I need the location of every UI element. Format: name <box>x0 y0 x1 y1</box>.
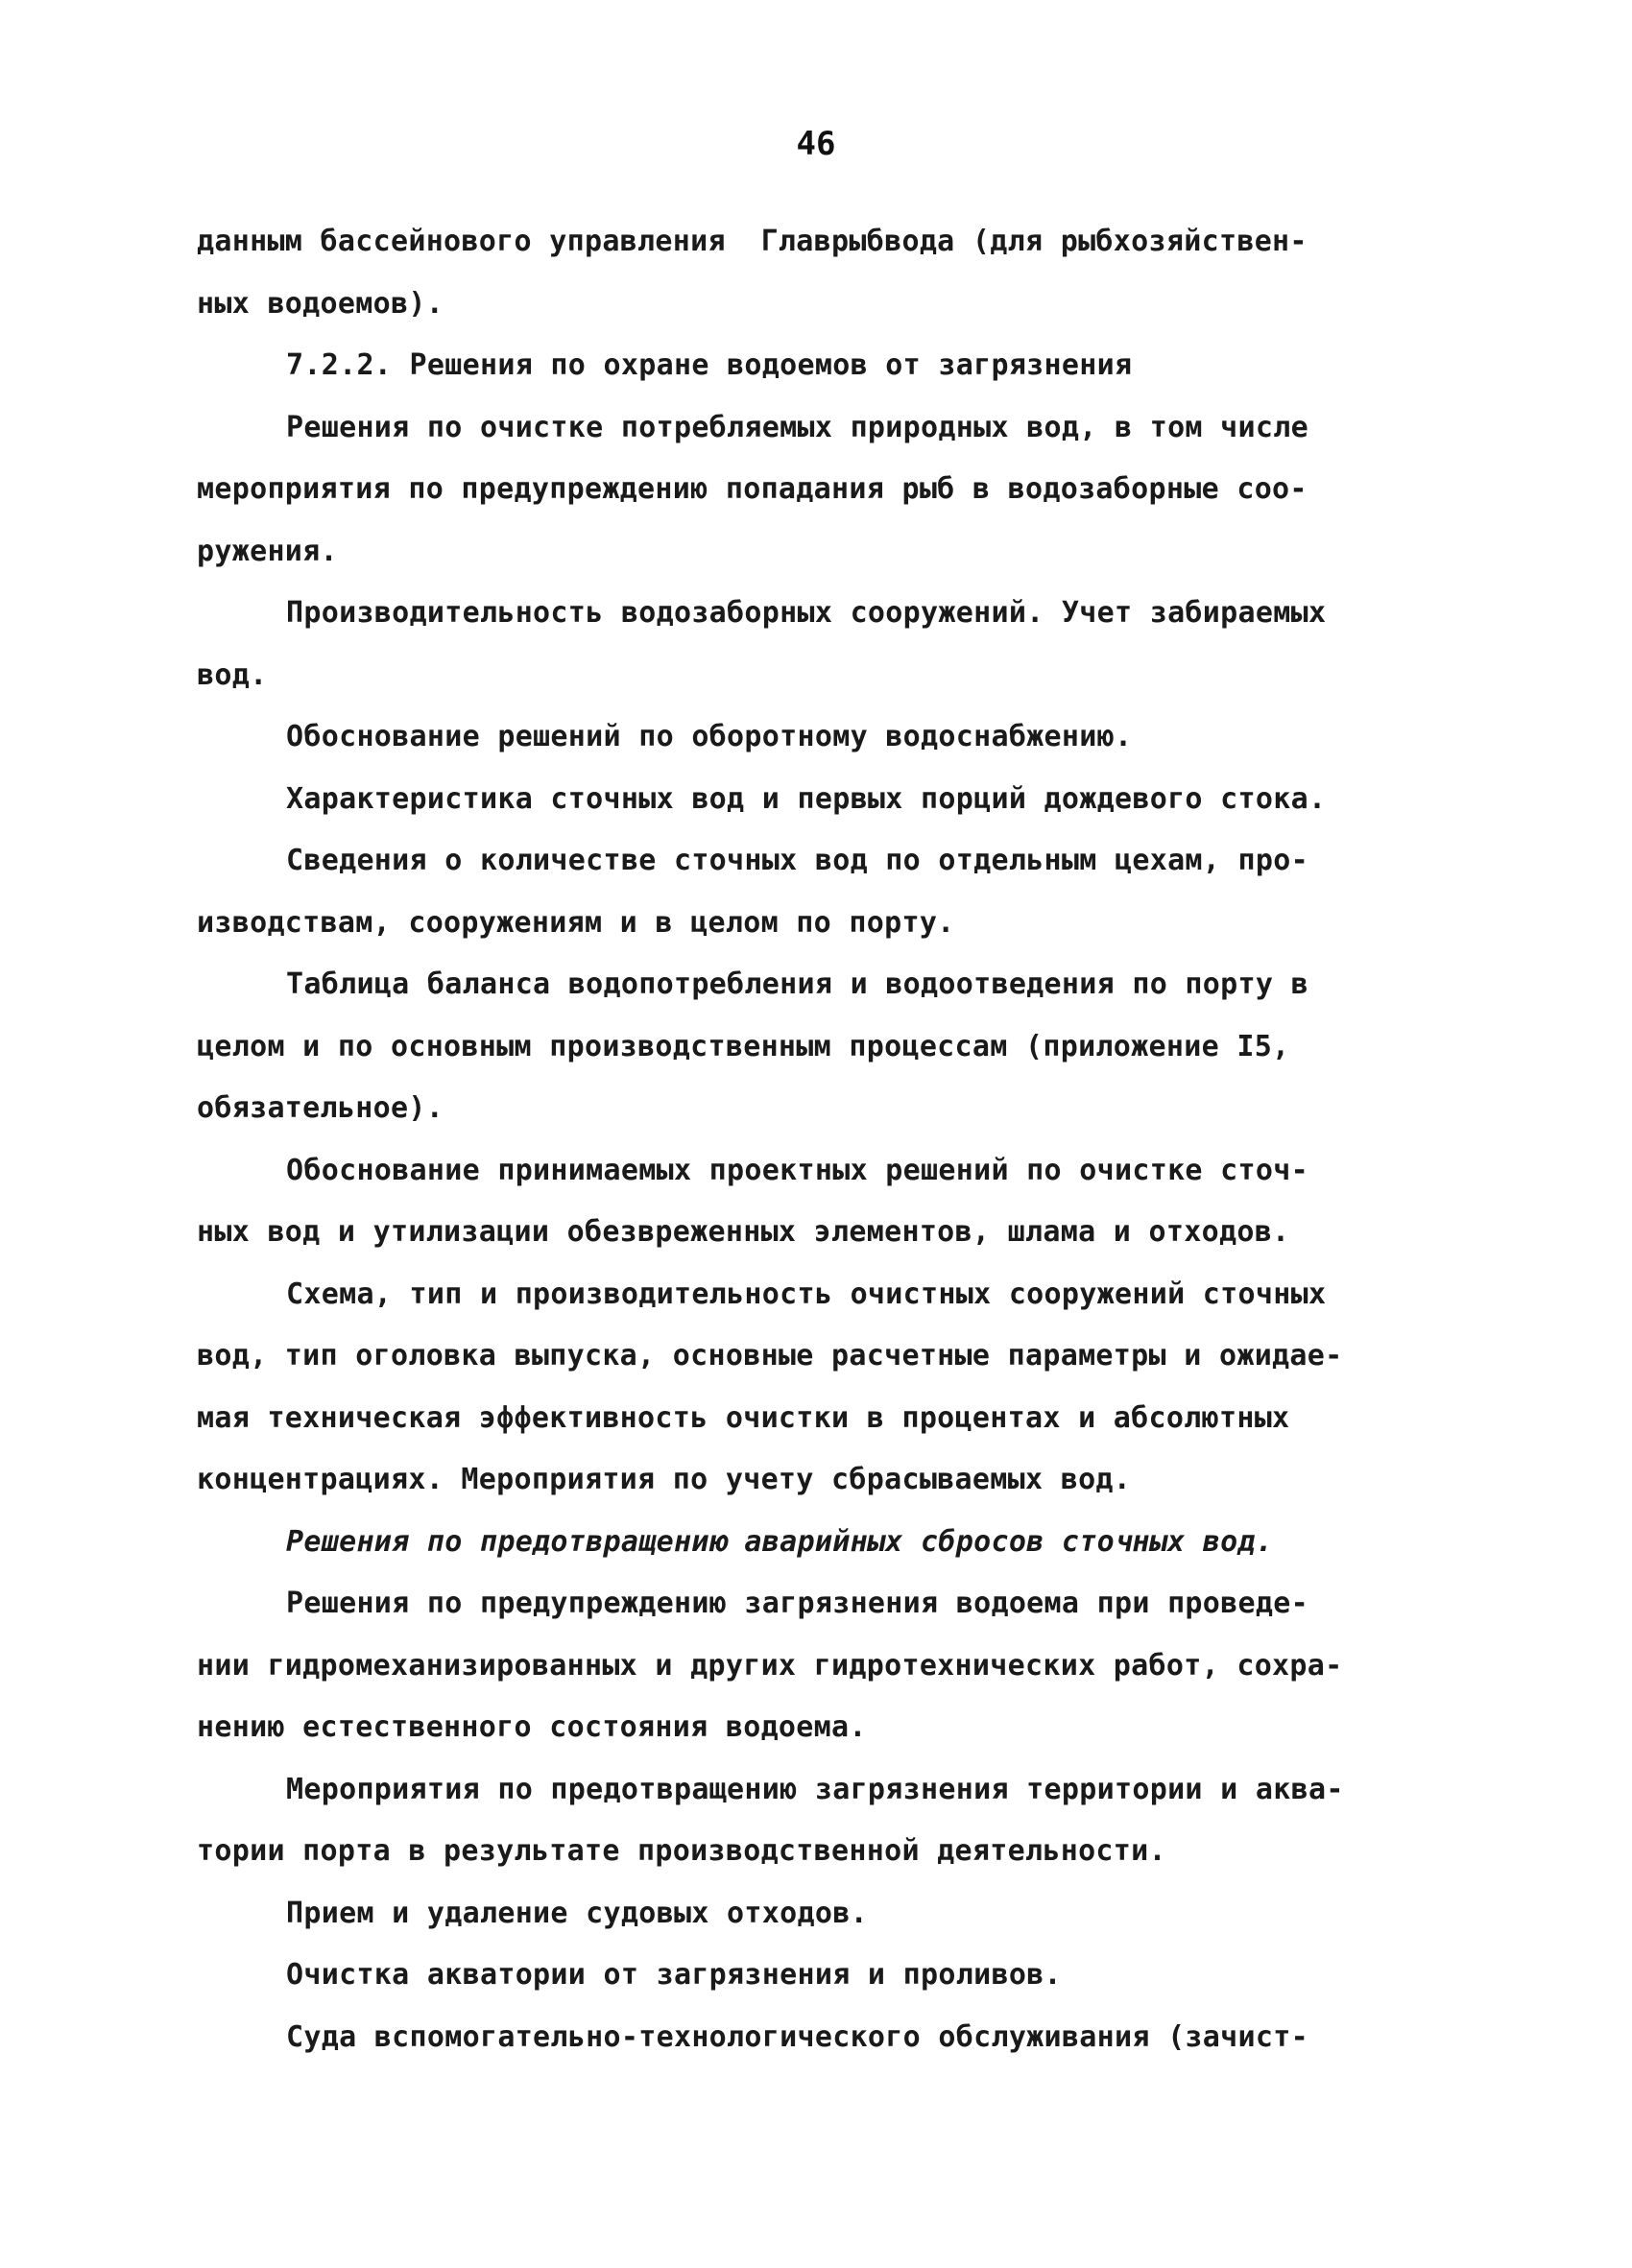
text-line: Обоснование решений по оборотному водоснабжению. <box>286 720 1133 753</box>
paragraph-intake-cleaning <box>197 397 1435 584</box>
paragraph-wastewater-characteristics <box>197 769 1435 831</box>
paragraph-intake-capacity <box>197 583 1435 706</box>
paragraph-continuation <box>197 211 1435 335</box>
paragraph-treatment-justification <box>197 1140 1435 1264</box>
text-line: концентрациях. Мероприятия по учету сбрасываемых вод. <box>197 1463 1132 1496</box>
text-line: целом и по основным производственным процессам (приложение I5, <box>197 1029 1290 1063</box>
paragraph-emergency-discharge <box>197 1512 1435 1574</box>
paragraph-recycling <box>197 706 1435 769</box>
text-line: нению естественного состояния водоема. <box>197 1710 867 1744</box>
paragraph-hydromechanized-works <box>197 1573 1435 1759</box>
text-line: Решения по очистке потребляемых природных вод, в том числе <box>286 410 1308 444</box>
page-number: 46 <box>796 125 836 163</box>
text-line: Решения по предупреждению загрязнения водоема при проведе- <box>286 1587 1308 1620</box>
text-line: вод, тип оголовка выпуска, основные расчетные параметры и ожидае- <box>197 1339 1343 1373</box>
paragraph-treatment-scheme <box>197 1264 1435 1512</box>
paragraph-territory-pollution <box>197 1759 1435 1883</box>
paragraph-auxiliary-vessels <box>197 2007 1435 2069</box>
paragraph-wastewater-quantity <box>197 830 1435 954</box>
text-line: Решения по предотвращению аварийных сбросов сточных вод. <box>286 1524 1274 1559</box>
text-line: мая техническая эффективность очистки в процентах и абсолютных <box>197 1400 1290 1435</box>
text-line: Производительность водозаборных сооружений. Учет забираемых <box>286 596 1327 630</box>
text-line: 7.2.2. Решения по охране водоемов от загрязнения <box>286 348 1133 382</box>
text-line: Схема, тип и производительность очистных сооружений сточных <box>286 1277 1327 1311</box>
text-line: Обоснование принимаемых проектных решений по очистке сточ- <box>286 1153 1308 1187</box>
text-line: Мероприятия по предотвращению загрязнения территории и аква- <box>286 1772 1344 1806</box>
text-line: тории порта в результате производственной деятельности. <box>197 1834 1166 1868</box>
text-line: ных водоемов). <box>197 286 444 321</box>
paragraph-section-heading <box>197 335 1435 397</box>
text-line: Таблица баланса водопотребления и водоотведения по порту в <box>286 967 1308 1001</box>
text-line: вод. <box>197 657 268 692</box>
text-line: мероприятия по предупреждению попадания рыб в водозаборные соо- <box>197 472 1308 506</box>
text-line: Прием и удаление судовых отходов. <box>286 1896 868 1930</box>
page-body <box>197 211 1435 2068</box>
paragraph-water-area-cleaning <box>197 1945 1435 2007</box>
text-line: ружения. <box>197 534 338 568</box>
text-line: обязательное). <box>197 1091 444 1125</box>
text-line: Очистка акватории от загрязнения и проливов. <box>286 1958 1062 1992</box>
text-line: Сведения о количестве сточных вод по отдельным цехам, про- <box>286 844 1308 877</box>
text-line: ных вод и утилизации обезвреженных элементов, шлама и отходов. <box>197 1215 1290 1249</box>
paragraph-ship-waste <box>197 1883 1435 1946</box>
paragraph-balance-table <box>197 954 1435 1140</box>
text-line: Характеристика сточных вод и первых порций дождевого стока. <box>286 781 1327 816</box>
text-line: данным бассейнового управления Главрыбвода (для рыбхозяйствен- <box>197 225 1308 258</box>
text-line: нии гидромеханизированных и других гидротехнических работ, сохра- <box>197 1648 1343 1683</box>
text-line: Суда вспомогательно-технологического обслуживания (зачист- <box>286 2019 1308 2054</box>
text-line: изводствам, сооружениям и в целом по порту. <box>197 905 955 940</box>
